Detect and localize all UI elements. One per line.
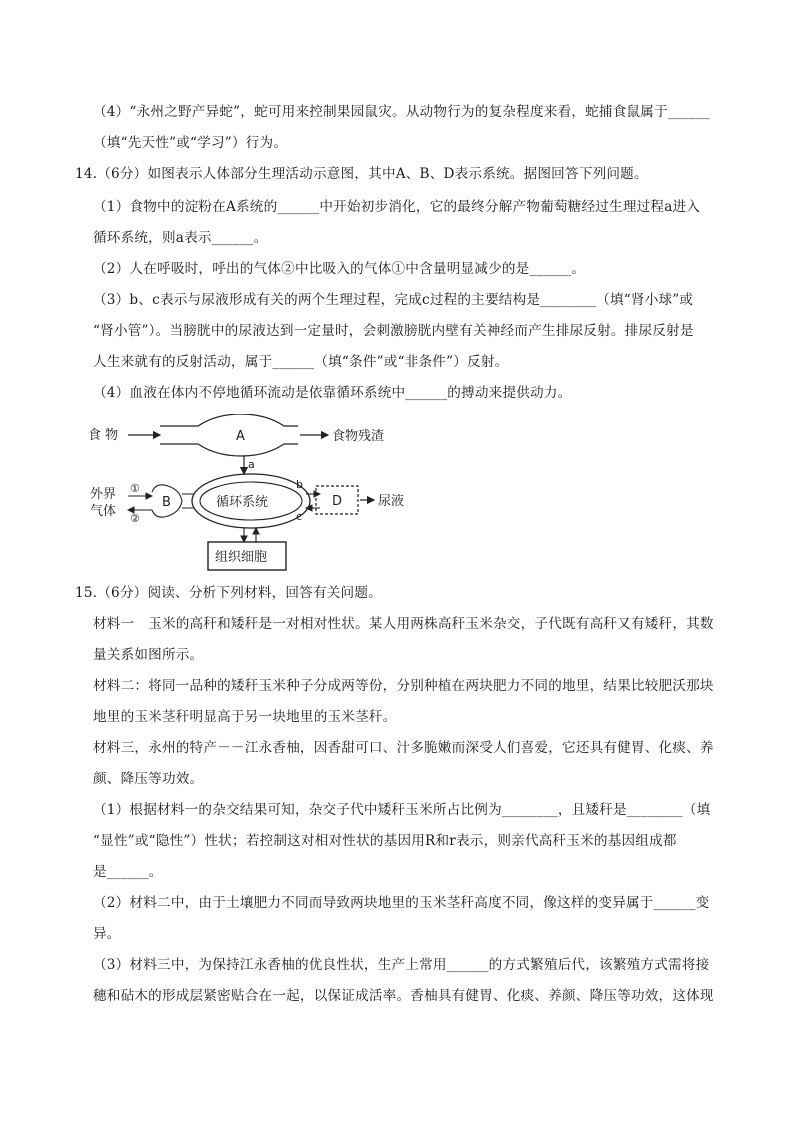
material3-line2: 颜、降压等功效。 [93, 771, 204, 787]
q14-3-line1: （3）b、c表示与尿液形成有关的两个生理过程，完成c过程的主要结构是________（填“肾小球”或 [93, 292, 694, 308]
material1-line1: 材料一 玉米的高秆和矮秆是一对相对性状。某人用两株高秆玉米杂交，子代既有高秆又有矮秆，其数 [93, 616, 714, 632]
q15-1-line3: 是______。 [93, 864, 163, 880]
in-1-label: ① [130, 482, 140, 495]
digestive-tube [160, 414, 298, 456]
q15-1-line2: “显性”或“隐性”）性状；若控制这对相对性状的基因用R和r表示，则亲代高秆玉米的基因组成都 [93, 833, 677, 849]
q14-1-line1: （1）食物中的淀粉在A系统的______中开始初步消化，它的最终分解产物葡萄糖经过生理过程a进入 [93, 199, 701, 215]
q15-3-line2: 穗和砧木的形成层紧密贴合在一起，以保证成活率。香柚具有健胃、化痰、养颜、降压等功效，这体现 [93, 988, 714, 1004]
q14-3-line3: 人生来就有的反射活动，属于______（填“条件”或“非条件”）反射。 [93, 354, 509, 370]
label-b: b [296, 478, 303, 491]
circulation-label: 循环系统 [216, 495, 269, 510]
q13-4-line1: （4）“永州之野产异蛇”，蛇可用来控制果园鼠灾。从动物行为的复杂程度来看，蛇捕食鼠属于______ [93, 104, 710, 120]
q14-header: 14.（6分）如图表示人体部分生理活动示意图，其中A、B、D表示系统。据图回答下列问题。 [75, 166, 648, 182]
residue-label: 食物残渣 [332, 429, 385, 444]
q14-1-line2: 循环系统，则a表示______。 [93, 230, 268, 246]
label-c: c [296, 510, 303, 523]
q14-4-line: （4）血液在体内不停地循环流动是依靠循环系统中______的搏动来提供动力。 [93, 385, 572, 401]
q15-2-line1: （2）材料二中，由于土壤肥力不同而导致两块地里的玉米茎秆高度不同，像这样的变异属于______变 [93, 895, 710, 911]
q15-3-line1: （3）材料三中，为保持江永香柚的优良性状，生产上常用______的方式繁殖后代，该繁殖方式需将接 [93, 957, 710, 973]
urine-label: 尿液 [378, 494, 405, 509]
q14-2-line: （2）人在呼吸时，呼出的气体②中比吸入的气体①中含量明显减少的是______。 [93, 261, 586, 277]
label-a: a [248, 458, 255, 471]
q15-2-line2: 异。 [93, 926, 121, 942]
label-D: D [332, 494, 343, 509]
material2-line2: 地里的玉米茎秆明显高于另一块地里的玉米茎秆。 [93, 709, 397, 725]
outside-air-label-1: 外界 [90, 487, 117, 502]
material2-line1: 材料二：将同一品种的矮秆玉米种子分成两等份，分别种植在两块肥力不同的地里，结果比较肥沃那块 [93, 678, 714, 694]
material3-line1: 材料三，永州的特产－－江永香柚，因香甜可口、汁多脆嫩而深受人们喜爱，它还具有健胃、化痰、养 [93, 740, 714, 756]
food-label: 食 物 [88, 428, 119, 443]
q15-header: 15.（6分）阅读、分析下列材料，回答有关问题。 [75, 585, 382, 601]
label-B: B [162, 495, 171, 510]
q14-3-line2: “肾小管”）。当膀胱中的尿液达到一定量时，会刺激膀胱内壁有关神经而产生排尿反射。排尿反射是 [93, 323, 694, 339]
tissue-label: 组织细胞 [215, 550, 268, 565]
q13-4-line2: （填“先天性”或“学习”）行为。 [93, 135, 288, 151]
label-A: A [236, 429, 245, 444]
physiology-diagram [88, 414, 418, 574]
q15-1-line1: （1）根据材料一的杂交结果可知，杂交子代中矮秆玉米所占比例为________，且矮秆是________（填 [93, 802, 711, 818]
in-2-label: ② [130, 512, 140, 525]
outside-air-label-2: 气体 [90, 504, 117, 519]
material1-line2: 量关系如图所示。 [93, 647, 204, 663]
